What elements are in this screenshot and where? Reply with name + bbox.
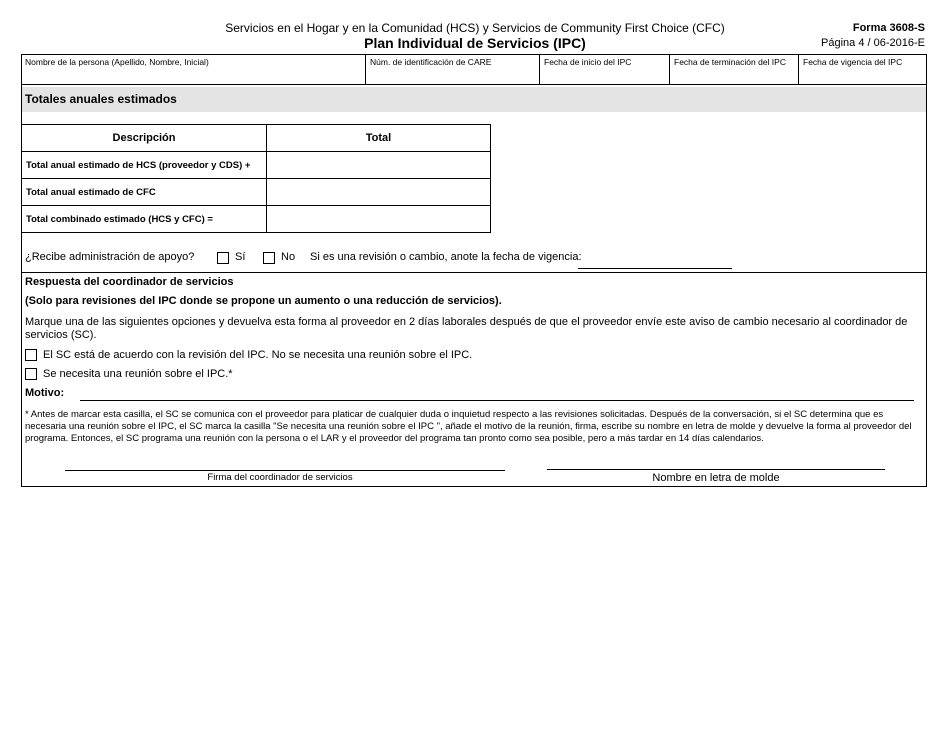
col-description: Descripción: [22, 125, 267, 152]
effective-date-field[interactable]: [799, 54, 926, 84]
name-field-label: Nombre de la persona (Apellido, Nombre, Inicial): [25, 57, 209, 67]
form-number: Forma 3608-S: [852, 22, 925, 34]
start-date-label: Fecha de inicio del IPC: [544, 57, 632, 67]
end-date-label: Fecha de terminación del IPC: [674, 57, 786, 67]
row-label: Total anual estimado de CFC: [22, 179, 267, 206]
row-label: Total combinado estimado (HCS y CFC) =: [22, 206, 267, 233]
form-title: Plan Individual de Servicios (IPC): [364, 35, 586, 51]
sc-response-subtitle: (Solo para revisiones del IPC donde se propone un aumento o una reducción de servicios).: [25, 295, 502, 307]
totals-table: [21, 124, 491, 233]
agree-checkbox[interactable]: [25, 349, 37, 361]
meeting-checkbox[interactable]: [25, 368, 37, 380]
footnote: * Antes de marcar esta casilla, el SC se comunica con el proveedor para platicar de cualquier duda o inquietud respecto a las revisiones solicitadas. Después de la conversación, si el SC determina que es necesaria una reunión sobre el IPC, el SC marca la casilla "Se necesita una reunión sobre el IPC ", añade el motivo de la reunión, firma, escribe su nombre en letra de molde y devuelve la forma al proveedor del programa. Entonces, el SC programa una reunión con la persona o el LAR y el proveedor del programa tan pronto como sea posible, pero a más tardar en 14 días calendarios.: [25, 409, 912, 444]
row-label: Total anual estimado de HCS (proveedor y CDS) +: [22, 152, 267, 179]
signature-line[interactable]: [65, 470, 505, 471]
no-label: No: [281, 251, 296, 263]
yes-label: Sí: [235, 251, 246, 263]
printed-name-label: Nombre en letra de molde: [652, 472, 780, 484]
sc-response-title: Respuesta del coordinador de servicios: [25, 276, 234, 288]
printed-name-line[interactable]: [547, 469, 885, 470]
signature-label: Firma del coordinador de servicios: [207, 472, 353, 483]
start-date-field[interactable]: [540, 54, 669, 84]
section-title: Totales anuales estimados: [25, 92, 177, 106]
combined-total-field[interactable]: [267, 206, 491, 233]
name-field[interactable]: [21, 54, 365, 84]
cfc-total-field[interactable]: [267, 179, 491, 206]
support-admin-question: ¿Recibe administración de apoyo?: [25, 251, 195, 263]
revision-date-label: Si es una revisión o cambio, anote la fecha de vigencia:: [310, 251, 582, 263]
table-row: [22, 206, 491, 233]
no-checkbox[interactable]: [263, 252, 275, 264]
hcs-total-field[interactable]: [267, 152, 491, 179]
reason-label: Motivo:: [25, 387, 65, 399]
reason-field[interactable]: [80, 400, 914, 401]
meeting-option-label: Se necesita una reunión sobre el IPC.*: [43, 368, 233, 380]
revision-date-field[interactable]: [578, 268, 732, 269]
end-date-field[interactable]: [670, 54, 798, 84]
care-id-field[interactable]: [366, 54, 539, 84]
effective-date-label: Fecha de vigencia del IPC: [803, 57, 903, 67]
id-fields-row: [21, 54, 927, 85]
form-subtitle: Servicios en el Hogar y en la Comunidad (HCS) y Servicios de Community First Choice (CFC): [225, 21, 725, 35]
yes-checkbox[interactable]: [217, 252, 229, 264]
col-total: Total: [267, 125, 491, 152]
page-info: Página 4 / 06-2016-E: [821, 37, 925, 49]
table-row: [22, 152, 491, 179]
care-id-label: Núm. de identificación de CARE: [370, 57, 492, 67]
sc-instructions: Marque una de las siguientes opciones y devuelva esta forma al proveedor en 2 días laborales después de que el proveedor envíe este aviso de cambio necesario al coordinador de servicios (SC).: [25, 316, 908, 341]
divider: [22, 272, 926, 273]
agree-option-label: El SC está de acuerdo con la revisión del IPC. No se necesita una reunión sobre el IPC.: [43, 349, 473, 361]
totals-header-row: [22, 125, 491, 152]
table-row: [22, 179, 491, 206]
